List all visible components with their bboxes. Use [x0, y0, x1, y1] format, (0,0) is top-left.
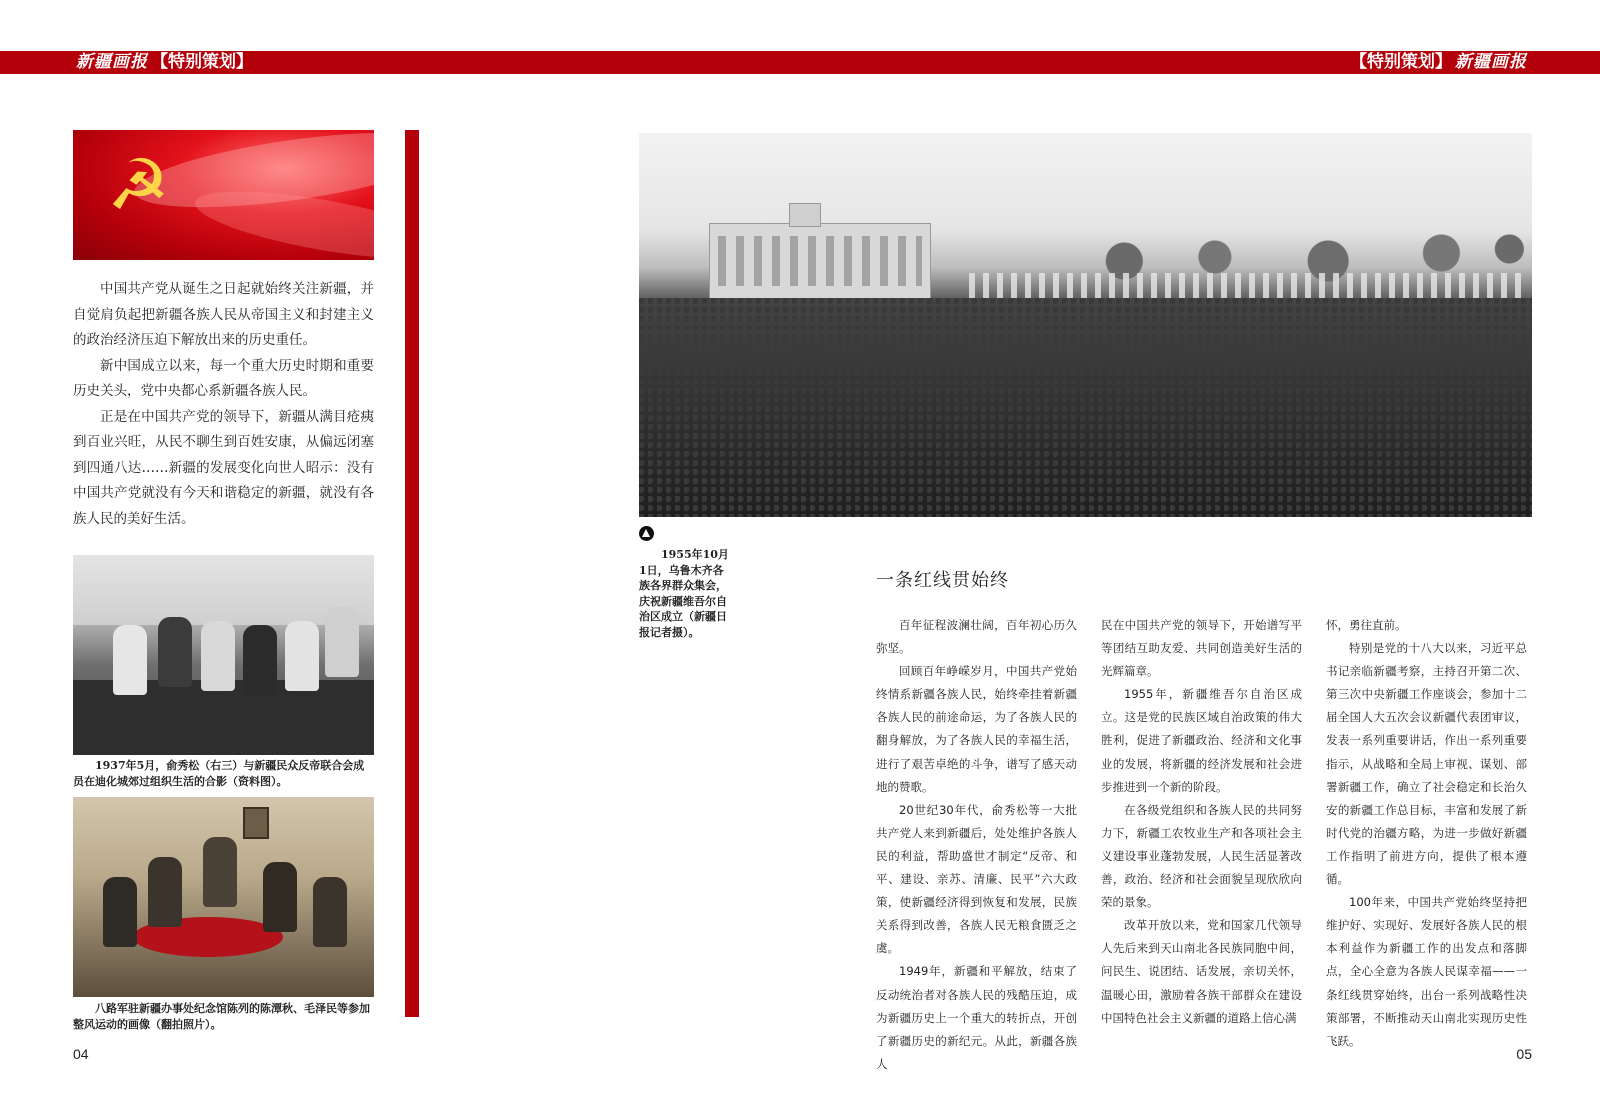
rally-main-photo: [639, 133, 1532, 517]
photo-person: [263, 862, 297, 932]
photo2-caption: 八路军驻新疆办事处纪念馆陈列的陈潭秋、毛泽民等参加整风运动的画像（翻拍照片）。: [73, 1002, 370, 1031]
photo-building-tower: [789, 203, 821, 227]
photo-person: [103, 877, 137, 947]
article-column-1: [876, 614, 1077, 1076]
article-column-3: [1326, 614, 1527, 1053]
wall-portrait: [243, 807, 269, 839]
article-heading: 一条红线贯始终: [876, 570, 1009, 591]
article-paragraph: 20世纪30年代，俞秀松等一大批共产党人来到新疆后，处处维护各族人民的利益，帮助盛世才制定“反帝、和平、建设、亲苏、清廉、民平”六大政策，使新疆经济得到恢复和发展，民族关系得到改善，各族人民无粮食匮乏之虞。: [876, 802, 1077, 956]
page-number-right: 05: [1516, 1046, 1532, 1062]
photo-person: [325, 607, 359, 677]
photo1-caption: 1937年5月，俞秀松（右三）与新疆民众反帝联合会成员在迪化城郊过组织生活的合影（资料图）。: [73, 759, 365, 788]
photo-person: [148, 857, 182, 927]
photo-person: [313, 877, 347, 947]
photo-person: [203, 837, 237, 907]
page-number-left: 04: [73, 1046, 89, 1062]
magazine-logo-right: 新疆画报: [1455, 52, 1527, 72]
article-paragraph: 百年征程波澜壮阔，百年初心历久弥坚。: [876, 618, 1077, 656]
main-photo-caption: 1955年10月1日，乌鲁木齐各族各界群众集会，庆祝新疆维吾尔自治区成立（新疆日报记者摄）。: [639, 548, 729, 639]
article-paragraph: 特别是党的十八大以来，习近平总书记亲临新疆考察，主持召开第二次、第三次中央新疆工作座谈会，参加十二届全国人大五次会议新疆代表团审议，发表一系列重要讲话，作出一系列重要指示，从战略和全局上审视、谋划、部署新疆工作，确立了社会稳定和长治久安的新疆工作总目标，丰富和发展了新时代党的治疆方略，为进一步做好新疆工作指明了前进方向，提供了根本遵循。: [1326, 641, 1527, 887]
article-paragraph: 怀，勇往直前。: [1326, 618, 1407, 632]
intro-paragraph: 中国共产党从诞生之日起就始终关注新疆，并自觉肩负起把新疆各族人民从帝国主义和封建主义的政治经济压迫下解放出来的历史重任。: [73, 281, 374, 348]
header-brand-left: [73, 51, 253, 74]
article-paragraph: 1949年，新疆和平解放，结束了反动统治者对各族人民的残酷压迫，成为新疆历史上一个重大的转折点，开创了新疆历史的新纪元。从此，新疆各族人: [876, 964, 1077, 1071]
intro-paragraph: 正是在中国共产党的领导下，新疆从满目疮痍到百业兴旺，从民不聊生到百姓安康，从偏远闭塞到四通八达……新疆的发展变化向世人昭示：没有中国共产党就没有今天和谐稳定的新疆，就没有各族人民的美好生活。: [73, 408, 374, 527]
header-brand-right: [1350, 51, 1530, 74]
triangle-up-icon: [639, 526, 654, 541]
party-flag-image: [73, 130, 374, 260]
photo-person: [285, 621, 319, 691]
article-column-2: [1101, 614, 1302, 1030]
photo-crowd: [639, 298, 1532, 517]
photo-person: [113, 625, 147, 695]
section-label-left: 【特别策划】: [151, 52, 253, 72]
photo-person: [201, 621, 235, 691]
intro-paragraph: 新中国成立以来，每一个重大历史时期和重要历史关头，党中央都心系新疆各族人民。: [73, 357, 374, 399]
article-paragraph: 民在中国共产党的领导下，开始谱写平等团结互助友爱、共同创造美好生活的光辉篇章。: [1101, 618, 1302, 679]
article-paragraph: 1955年，新疆维吾尔自治区成立。这是党的民族区域自治政策的伟大胜利，促进了新疆政治、经济和文化事业的发展，将新疆的经济发展和社会进步推进到一个新的阶段。: [1101, 687, 1302, 794]
photo-building: [709, 223, 931, 300]
article-paragraph: 改革开放以来，党和国家几代领导人先后来到天山南北各民族同胞中间，问民生、说团结、话发展，亲切关怀，温暖心田，激励着各族干部群众在建设中国特色社会主义新疆的道路上信心满: [1101, 918, 1302, 1025]
meeting-painting-photo: [73, 797, 374, 997]
section-label-right: 【特别策划】: [1350, 52, 1452, 72]
historic-group-photo: [73, 555, 374, 755]
red-divider: [405, 130, 419, 1017]
header-bar: [0, 51, 1600, 74]
article-paragraph: 100年来，中国共产党始终坚持把维护好、实现好、发展好各族人民的根本利益作为新疆工作的出发点和落脚点，全心全意为各族人民谋幸福——一条红线贯穿始终，出台一系列战略性决策部署，不断推动天山南北实现历史性飞跃。: [1326, 895, 1527, 1048]
article-paragraph: 在各级党组织和各族人民的共同努力下，新疆工农牧业生产和各项社会主义建设事业蓬勃发展，人民生活显著改善，政治、经济和社会面貌呈现欣欣向荣的景象。: [1101, 802, 1302, 910]
photo-person: [243, 625, 277, 695]
magazine-logo-left: 新疆画报: [76, 52, 148, 72]
hammer-sickle-icon: ☭: [107, 144, 170, 226]
photo-person: [158, 617, 192, 687]
intro-text: [73, 277, 374, 532]
article-paragraph: 回顾百年峥嵘岁月，中国共产党始终情系新疆各族人民，始终牵挂着新疆各族人民的前途命运，为了各族人民的翻身解放，为了各族人民的幸福生活，进行了艰苦卓绝的斗争，谱写了感天动地的赞歌。: [876, 664, 1077, 794]
